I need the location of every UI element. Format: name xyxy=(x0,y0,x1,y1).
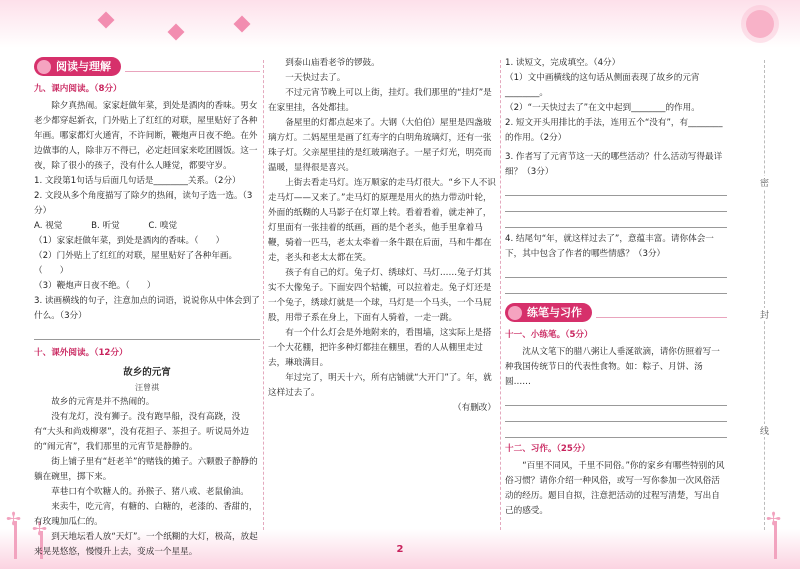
section-nine-heading: 九、课内阅读。（8分） xyxy=(34,84,122,94)
reading-title: 阅读与理解 xyxy=(34,57,121,76)
essay-paragraph: 到泰山庙看老爷的锣鼓。 xyxy=(285,58,380,68)
essay-paragraph: 上街去看走马灯。连万顺家的走马灯很大。“乡下人不识走马灯——又来了。”走马灯的原理是用火的热力带动叶轮，外面的纸糊的人马影子在灯罩上转。看着看着，就走神了，灯里面有一张挂着的纸画，画的是个老头，他手里拿着马鞭，骑着一匹马，老太太牵着一条牛跟在后面，马和牛都在走，老头和老太太都在笑。 xyxy=(268,178,496,263)
essay-paragraph: 有一个什么灯会是外地附来的，看围墙，这实际上是搭一个大花棚，把许多种灯都挂在棚里，看的人从棚里走过去，琳琅满目。 xyxy=(268,328,492,368)
answer-line[interactable] xyxy=(505,212,727,228)
question-2-item[interactable]: （1）家家赶做年菜，到处是酒肉的香味。（ ） xyxy=(34,236,225,246)
answer-line[interactable] xyxy=(34,324,260,340)
right-column xyxy=(505,56,727,519)
question-2: 2. 文段从多个角度描写了除夕的热闹，读句子选一选。（3分） xyxy=(34,191,253,216)
binding-label-feng: 封 xyxy=(760,308,769,321)
option-b[interactable]: B. 听觉 xyxy=(91,221,120,231)
practice-banner xyxy=(505,302,727,322)
question-2: 2. 短文开头用排比的手法，连用五个“没有”，有________的作用。（2分） xyxy=(505,118,723,143)
question-3: 3. 作者写了元宵节这一天的哪些活动？什么活动写得最详细？（3分） xyxy=(505,152,723,177)
question-1: 1. 读短文，完成填空。（4分） xyxy=(505,58,621,68)
essay-paragraph: 一天快过去了。 xyxy=(285,73,346,83)
question-1b: （2）“一天快过去了”在文中起到________的作用。 xyxy=(505,103,700,113)
question-3: 3. 读画横线的句子，注意加点的词语，说说你从中体会到了什么。（3分） xyxy=(34,296,260,321)
essay-paragraph: 孩子有自己的灯。兔子灯、绣球灯、马灯……兔子灯其实不大像兔子。下面安四个轱辘，可以拉着走。兔子灯还是一个兔子，绣球灯就是一个球，马灯是一个马头，一个马屁股，用带子系在身上，下面有人骑着，一走一跳。 xyxy=(268,268,492,323)
question-2-options xyxy=(34,219,260,234)
answer-line[interactable] xyxy=(505,278,727,294)
practice-title: 练笔与习作 xyxy=(505,303,592,322)
reading-banner xyxy=(34,56,260,76)
header-decoration xyxy=(0,0,800,48)
essay-paragraph: 故乡的元宵是并不热闹的。 xyxy=(51,397,155,407)
answer-line[interactable] xyxy=(505,406,727,422)
source-note: （有删改） xyxy=(453,403,496,413)
answer-line[interactable] xyxy=(505,390,727,406)
essay-paragraph: 备屋里的灯都点起来了。大钢（大伯伯）屋里是四盏玻璃方灯。二妈屋里是画了红寿字的白明角琉璃灯，还有一张珠子灯。父亲屋里挂的是红玻璃泡子。一屋子灯光，明亮而温暖，显得很是喜兴。 xyxy=(268,118,492,173)
column-divider xyxy=(263,60,264,530)
essay-paragraph: 街上铺子里有“赶老羊”的赌钱的摊子。六颗骰子静静的躺在碗里，掷下来。 xyxy=(34,457,258,482)
section-eleven-heading: 十一、小练笔。（5分） xyxy=(505,330,593,340)
column-divider xyxy=(500,60,501,530)
prompt-text: 沈从文笔下的腊八粥让人垂涎欲滴，请你仿照着写一种我国传统节日的代表性食物。如：粽子、月饼、汤圆…… xyxy=(505,347,720,387)
essay-paragraph: 不过元宵节晚上可以上街，挂灯。我们那里的“挂灯”是在家里挂，各处都挂。 xyxy=(268,88,492,113)
essay-paragraph: 草巷口有个吹糖人的。孙猴子、猪八戒、老鼠偷油。 xyxy=(51,487,249,497)
option-a[interactable]: A. 视觉 xyxy=(34,221,63,231)
essay-author: 汪曾祺 xyxy=(135,383,159,392)
answer-line[interactable] xyxy=(505,196,727,212)
answer-line[interactable] xyxy=(505,422,727,438)
sun-icon xyxy=(746,10,774,38)
question-2-item[interactable]: （3）鞭炮声日夜不绝。（ ） xyxy=(34,281,156,291)
essay-paragraph: 到天地坛看人放“天灯”。一个纸糊的大灯，极高，放起来晃晃悠悠，慢慢升上去，变成一个星星。 xyxy=(34,532,258,557)
option-c[interactable]: C. 嗅觉 xyxy=(148,221,178,231)
essay-paragraph: 年过完了，明天十六，所有店铺就“大开门”了。年，就这样过去了。 xyxy=(268,373,492,398)
question-2-item[interactable]: （2）门外贴上了红红的对联，屋里贴好了各种年画。（ ） xyxy=(34,251,238,276)
middle-column xyxy=(268,56,496,416)
essay-title: 故乡的元宵 xyxy=(123,367,171,378)
answer-line[interactable] xyxy=(505,180,727,196)
question-1: 1. 文段第1句话与后面几句话是________关系。（2分） xyxy=(34,176,241,186)
section-twelve-heading: 十二、习作。（25分） xyxy=(505,444,591,454)
essay-paragraph: 来卖牛，吃元宵，有糖的、白糖的，老漆的、香甜的，有玫瑰加瓜仁的。 xyxy=(34,502,258,527)
binding-line xyxy=(764,60,765,530)
question-4: 4. 结尾句“年，就这样过去了”，意蕴丰富。请你体会一下，其中包含了作者的哪些情感？（3分） xyxy=(505,234,714,259)
left-column xyxy=(34,56,260,560)
section-ten-heading: 十、课外阅读。（12分） xyxy=(34,348,128,358)
binding-label-mi: 密 xyxy=(760,176,769,189)
essay-paragraph: 没有龙灯，没有狮子。没有跑旱船，没有高跷，没有“大头和尚戏柳翠”，没有花担子、茶担子。听说局外边的“闹元宵”，我们那里的元宵节是静静的。 xyxy=(34,412,250,452)
question-1a: （1）文中画横线的这句话从侧面表现了故乡的元宵________。 xyxy=(505,73,700,98)
binding-label-xian: 线 xyxy=(760,424,769,437)
passage-paragraph: 除夕真热闹。家家赶做年菜，到处是酒肉的香味。男女老少都穿起新衣，门外贴上了红红的对联，屋里贴好了各种年画。哪家都灯火通宵，不许间断，鞭炮声日夜不绝。在外边做事的人，除非万不得已，必定赶回家来吃团圆饭。这一夜，除了很小的孩子，没有什么人睡觉，都要守岁。 xyxy=(34,101,258,171)
page-number: 2 xyxy=(396,544,404,555)
prompt-text: “百里不同风，千里不同俗。”你的家乡有哪些特别的风俗习惯？请你介绍一种风俗，或写一写你参加一次风俗活动的经历。题目自拟，注意把活动的过程写清楚，写出自己的感受。 xyxy=(505,461,725,516)
answer-line[interactable] xyxy=(505,262,727,278)
